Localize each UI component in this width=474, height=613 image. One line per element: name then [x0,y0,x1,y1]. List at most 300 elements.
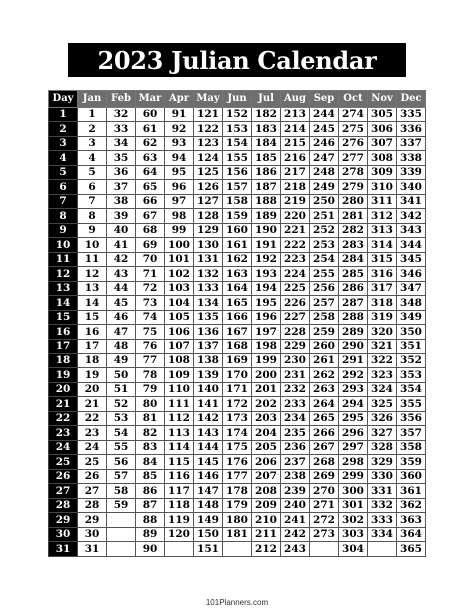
julian-day-cell: 67 [136,209,165,223]
julian-day-cell: 322 [368,353,397,367]
julian-day-cell: 320 [368,325,397,339]
table-row [49,194,426,208]
table-row [49,455,426,469]
julian-day-cell: 158 [223,194,252,208]
julian-day-cell: 329 [368,455,397,469]
julian-day-cell: 251 [310,209,339,223]
month-header-oct: Oct [339,91,368,108]
julian-day-cell: 256 [310,281,339,295]
day-number-cell: 20 [49,382,78,396]
julian-day-cell: 198 [252,339,281,353]
day-number-cell: 28 [49,498,78,512]
julian-day-cell: 312 [368,209,397,223]
table-row [49,165,426,179]
julian-day-cell: 134 [194,296,223,310]
day-number-cell: 11 [49,252,78,266]
julian-day-cell: 285 [339,267,368,281]
julian-day-cell: 93 [165,136,194,150]
julian-day-cell: 118 [165,498,194,512]
julian-day-cell: 359 [397,455,426,469]
month-header-aug: Aug [281,91,310,108]
julian-day-cell: 103 [165,281,194,295]
julian-day-cell: 43 [107,267,136,281]
month-header-feb: Feb [107,91,136,108]
julian-day-cell: 44 [107,281,136,295]
julian-day-cell: 172 [223,397,252,411]
julian-day-cell: 229 [281,339,310,353]
julian-day-cell: 209 [252,498,281,512]
day-number-cell: 22 [49,411,78,425]
julian-day-cell: 241 [281,513,310,527]
julian-day-cell: 9 [78,223,107,237]
julian-day-cell: 230 [281,353,310,367]
julian-day-cell: 63 [136,151,165,165]
table-row [49,353,426,367]
julian-day-cell: 321 [368,339,397,353]
julian-day-cell: 142 [194,411,223,425]
julian-day-cell: 188 [252,194,281,208]
julian-day-cell: 168 [223,339,252,353]
julian-day-cell: 227 [281,310,310,324]
julian-day-cell: 258 [310,310,339,324]
day-number-cell: 24 [49,440,78,454]
julian-day-cell: 222 [281,238,310,252]
table-row [49,122,426,136]
month-header-jun: Jun [223,91,252,108]
table-row [49,542,426,557]
julian-day-cell: 283 [339,238,368,252]
julian-day-cell: 157 [223,180,252,194]
julian-day-cell: 316 [368,267,397,281]
julian-day-cell: 349 [397,310,426,324]
julian-day-cell [310,542,339,557]
day-number-cell: 29 [49,513,78,527]
julian-day-cell: 16 [78,325,107,339]
julian-calendar-table [48,90,426,557]
page-title: 2023 Julian Calendar [68,43,406,77]
julian-day-cell: 25 [78,455,107,469]
julian-day-cell: 21 [78,397,107,411]
month-header-apr: Apr [165,91,194,108]
table-row [49,108,426,122]
julian-day-cell: 287 [339,296,368,310]
julian-day-cell: 290 [339,339,368,353]
julian-day-cell: 301 [339,498,368,512]
julian-day-cell: 19 [78,368,107,382]
julian-day-cell: 226 [281,296,310,310]
julian-day-cell: 245 [310,122,339,136]
julian-day-cell: 267 [310,440,339,454]
julian-day-cell: 269 [310,469,339,483]
julian-day-cell: 315 [368,252,397,266]
julian-day-cell: 36 [107,165,136,179]
day-number-cell: 30 [49,527,78,541]
julian-day-cell: 96 [165,180,194,194]
julian-day-cell: 224 [281,267,310,281]
julian-day-cell: 212 [252,542,281,557]
table-row [49,411,426,425]
julian-day-cell: 362 [397,498,426,512]
julian-day-cell: 220 [281,209,310,223]
table-row [49,281,426,295]
julian-day-cell: 108 [165,353,194,367]
julian-day-cell: 202 [252,397,281,411]
julian-day-cell: 175 [223,440,252,454]
julian-day-cell: 192 [252,252,281,266]
julian-day-cell: 313 [368,223,397,237]
julian-day-cell: 242 [281,527,310,541]
day-number-cell: 8 [49,209,78,223]
table-row [49,238,426,252]
julian-day-cell: 76 [136,339,165,353]
julian-day-cell: 281 [339,209,368,223]
julian-day-cell: 94 [165,151,194,165]
julian-day-cell: 135 [194,310,223,324]
table-row [49,180,426,194]
table-row [49,267,426,281]
julian-day-cell: 83 [136,440,165,454]
julian-day-cell: 228 [281,325,310,339]
julian-day-cell [107,527,136,541]
julian-day-cell: 99 [165,223,194,237]
julian-day-cell: 53 [107,411,136,425]
julian-day-cell: 8 [78,209,107,223]
julian-day-cell: 98 [165,209,194,223]
table-row [49,484,426,498]
julian-day-cell: 208 [252,484,281,498]
julian-day-cell: 191 [252,238,281,252]
month-header-sep: Sep [310,91,339,108]
julian-day-cell: 266 [310,426,339,440]
julian-day-cell: 148 [194,498,223,512]
day-column-header: Day [49,91,78,108]
julian-day-cell: 306 [368,122,397,136]
julian-day-cell: 87 [136,498,165,512]
julian-day-cell: 97 [165,194,194,208]
julian-day-cell: 180 [223,513,252,527]
julian-day-cell: 240 [281,498,310,512]
julian-day-cell: 197 [252,325,281,339]
julian-day-cell: 236 [281,440,310,454]
julian-day-cell: 107 [165,339,194,353]
julian-day-cell: 333 [368,513,397,527]
julian-day-cell: 338 [397,151,426,165]
julian-day-cell: 297 [339,440,368,454]
julian-day-cell: 305 [368,108,397,122]
julian-day-cell: 243 [281,542,310,557]
julian-day-cell: 18 [78,353,107,367]
day-number-cell: 21 [49,397,78,411]
julian-day-cell: 239 [281,484,310,498]
julian-day-cell: 261 [310,353,339,367]
julian-day-cell: 59 [107,498,136,512]
day-number-cell: 5 [49,165,78,179]
julian-day-cell: 358 [397,440,426,454]
table-row [49,325,426,339]
footer-credit: 101Planners.com [205,598,269,607]
julian-day-cell: 26 [78,469,107,483]
julian-day-cell: 60 [136,108,165,122]
julian-day-cell: 219 [281,194,310,208]
julian-day-cell: 124 [194,151,223,165]
julian-day-cell: 187 [252,180,281,194]
julian-day-cell: 189 [252,209,281,223]
julian-day-cell: 74 [136,310,165,324]
julian-day-cell: 130 [194,238,223,252]
julian-day-cell: 317 [368,281,397,295]
julian-day-cell: 49 [107,353,136,367]
julian-day-cell: 117 [165,484,194,498]
day-number-cell: 9 [49,223,78,237]
julian-day-cell: 284 [339,252,368,266]
julian-day-cell: 92 [165,122,194,136]
julian-day-cell: 163 [223,267,252,281]
julian-day-cell: 250 [310,194,339,208]
julian-day-cell: 335 [397,108,426,122]
day-number-cell: 19 [49,368,78,382]
julian-day-cell: 233 [281,397,310,411]
julian-day-cell: 29 [78,513,107,527]
julian-day-cell: 213 [281,108,310,122]
julian-day-cell: 327 [368,426,397,440]
julian-day-cell: 95 [165,165,194,179]
julian-day-cell: 237 [281,455,310,469]
julian-day-cell: 288 [339,310,368,324]
julian-day-cell: 17 [78,339,107,353]
julian-day-cell: 324 [368,382,397,396]
julian-day-cell: 144 [194,440,223,454]
julian-day-cell: 149 [194,513,223,527]
julian-day-cell: 145 [194,455,223,469]
julian-day-cell: 296 [339,426,368,440]
julian-day-cell: 289 [339,325,368,339]
julian-day-cell: 265 [310,411,339,425]
julian-day-cell: 88 [136,513,165,527]
month-header-mar: Mar [136,91,165,108]
julian-day-cell: 48 [107,339,136,353]
julian-day-cell: 125 [194,165,223,179]
julian-day-cell: 102 [165,267,194,281]
julian-day-cell: 295 [339,411,368,425]
julian-day-cell: 126 [194,180,223,194]
julian-day-cell: 193 [252,267,281,281]
julian-day-cell: 161 [223,238,252,252]
julian-day-cell: 249 [310,180,339,194]
julian-day-cell: 259 [310,325,339,339]
julian-day-cell: 248 [310,165,339,179]
julian-day-cell: 365 [397,542,426,557]
julian-day-cell: 109 [165,368,194,382]
julian-day-cell: 214 [281,122,310,136]
julian-day-cell: 113 [165,426,194,440]
julian-day-cell: 68 [136,223,165,237]
julian-day-cell: 257 [310,296,339,310]
julian-day-cell: 170 [223,368,252,382]
table-row [49,469,426,483]
julian-day-cell: 101 [165,252,194,266]
julian-day-cell: 20 [78,382,107,396]
julian-day-cell: 184 [252,136,281,150]
julian-day-cell: 331 [368,484,397,498]
month-header-jan: Jan [78,91,107,108]
table-row [49,252,426,266]
julian-day-cell: 39 [107,209,136,223]
julian-day-cell: 86 [136,484,165,498]
julian-day-cell: 116 [165,469,194,483]
julian-day-cell: 232 [281,382,310,396]
julian-day-cell: 155 [223,151,252,165]
julian-day-cell: 41 [107,238,136,252]
julian-day-cell: 174 [223,426,252,440]
julian-day-cell: 330 [368,469,397,483]
julian-day-cell: 342 [397,209,426,223]
julian-day-cell: 201 [252,382,281,396]
julian-day-cell: 307 [368,136,397,150]
julian-day-cell: 194 [252,281,281,295]
julian-day-cell: 2 [78,122,107,136]
julian-day-cell: 58 [107,484,136,498]
julian-day-cell: 127 [194,194,223,208]
table-row [49,397,426,411]
julian-day-cell: 100 [165,238,194,252]
julian-day-cell: 72 [136,281,165,295]
julian-day-cell: 323 [368,368,397,382]
julian-day-cell: 105 [165,310,194,324]
table-row [49,223,426,237]
julian-day-cell: 15 [78,310,107,324]
julian-day-cell: 293 [339,382,368,396]
julian-day-cell: 325 [368,397,397,411]
julian-day-cell: 7 [78,194,107,208]
julian-day-cell: 146 [194,469,223,483]
julian-day-cell: 332 [368,498,397,512]
julian-day-cell: 361 [397,484,426,498]
julian-day-cell: 34 [107,136,136,150]
julian-day-cell: 10 [78,238,107,252]
julian-day-cell: 203 [252,411,281,425]
day-number-cell: 26 [49,469,78,483]
julian-day-cell: 247 [310,151,339,165]
julian-day-cell: 112 [165,411,194,425]
julian-day-cell: 24 [78,440,107,454]
julian-day-cell: 114 [165,440,194,454]
julian-day-cell: 162 [223,252,252,266]
julian-day-cell: 121 [194,108,223,122]
julian-day-cell: 253 [310,238,339,252]
table-row [49,513,426,527]
julian-day-cell: 132 [194,267,223,281]
julian-day-cell: 90 [136,542,165,557]
julian-day-cell: 35 [107,151,136,165]
julian-day-cell: 348 [397,296,426,310]
julian-day-cell: 52 [107,397,136,411]
julian-day-cell: 260 [310,339,339,353]
julian-day-cell: 277 [339,151,368,165]
day-number-cell: 15 [49,310,78,324]
julian-day-cell: 303 [339,527,368,541]
day-number-cell: 17 [49,339,78,353]
julian-day-cell: 115 [165,455,194,469]
julian-day-cell: 262 [310,368,339,382]
julian-day-cell: 45 [107,296,136,310]
julian-day-cell: 4 [78,151,107,165]
calendar-body [49,108,426,557]
julian-day-cell: 345 [397,252,426,266]
julian-day-cell: 207 [252,469,281,483]
julian-day-cell: 64 [136,165,165,179]
month-header-jul: Jul [252,91,281,108]
day-number-cell: 10 [49,238,78,252]
table-row [49,310,426,324]
julian-day-cell: 173 [223,411,252,425]
julian-day-cell: 225 [281,281,310,295]
julian-day-cell: 111 [165,397,194,411]
julian-day-cell: 82 [136,426,165,440]
julian-day-cell: 238 [281,469,310,483]
julian-day-cell: 183 [252,122,281,136]
table-row [49,136,426,150]
julian-day-cell: 167 [223,325,252,339]
julian-day-cell: 62 [136,136,165,150]
header-row [49,91,426,108]
julian-day-cell: 128 [194,209,223,223]
julian-day-cell: 122 [194,122,223,136]
julian-day-cell: 123 [194,136,223,150]
day-number-cell: 18 [49,353,78,367]
julian-day-cell: 151 [194,542,223,557]
julian-day-cell: 171 [223,382,252,396]
day-number-cell: 14 [49,296,78,310]
julian-day-cell: 61 [136,122,165,136]
julian-day-cell: 178 [223,484,252,498]
julian-day-cell: 355 [397,397,426,411]
day-number-cell: 25 [49,455,78,469]
julian-day-cell: 177 [223,469,252,483]
julian-day-cell: 357 [397,426,426,440]
julian-day-cell: 181 [223,527,252,541]
julian-day-cell: 51 [107,382,136,396]
julian-day-cell: 131 [194,252,223,266]
julian-day-cell: 89 [136,527,165,541]
julian-day-cell: 164 [223,281,252,295]
julian-day-cell: 143 [194,426,223,440]
julian-day-cell: 350 [397,325,426,339]
julian-day-cell: 334 [368,527,397,541]
julian-day-cell: 139 [194,368,223,382]
julian-day-cell: 211 [252,527,281,541]
julian-day-cell: 133 [194,281,223,295]
julian-day-cell: 159 [223,209,252,223]
julian-day-cell: 77 [136,353,165,367]
julian-day-cell: 199 [252,353,281,367]
julian-day-cell: 78 [136,368,165,382]
julian-day-cell: 341 [397,194,426,208]
julian-day-cell: 340 [397,180,426,194]
julian-day-cell: 200 [252,368,281,382]
julian-day-cell: 244 [310,108,339,122]
julian-day-cell: 344 [397,238,426,252]
julian-day-cell: 346 [397,267,426,281]
table-row [49,151,426,165]
julian-day-cell: 279 [339,180,368,194]
julian-day-cell: 22 [78,411,107,425]
month-header-nov: Nov [368,91,397,108]
julian-day-cell: 66 [136,194,165,208]
julian-day-cell: 217 [281,165,310,179]
julian-day-cell: 352 [397,353,426,367]
day-number-cell: 23 [49,426,78,440]
julian-day-cell: 182 [252,108,281,122]
